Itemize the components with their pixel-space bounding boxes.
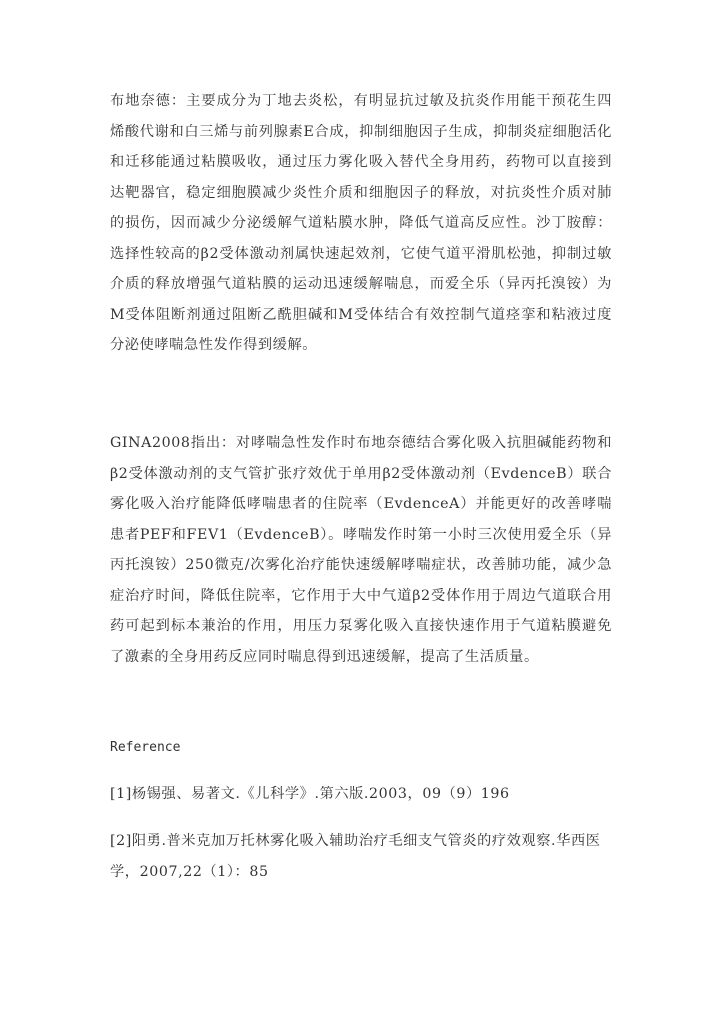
body-paragraph: 布地奈德：主要成分为丁地去炎松，有明显抗过敏及抗炎作用能干预花生四烯酸代谢和白三烯与前列腺素E合成，抑制细胞因子生成，抑制炎症细胞活化和迁移能通过粘膜吸收，通过压力雾化吸入替代全身用药，药物可以直接到达靶器官，稳定细胞膜减少炎性介质和细胞因子的释放，对抗炎性介质对肺的损伤，因而减少分泌缓解气道粘膜水肿，降低气道高反应性。沙丁胺醇：选择性较高的β2受体激动剂属快速起效剂，它使气道平滑肌松弛，抑制过敏介质的释放增强气道粘膜的运动迅速缓解喘息，而爱全乐（异丙托溴铵）为M受体阻断剂通过阻断乙酰胆碱和M受体结合有效控制气道痉挛和粘液过度分泌使哮喘急性发作得到缓解。 — [110, 93, 612, 353]
reference-heading: Reference — [110, 740, 181, 755]
body-paragraph: GINA2008指出：对哮喘急性发作时布地奈德结合雾化吸入抗胆碱能药物和β2受体激动剂的支气管扩张疗效优于单用β2受体激动剂（EvdenceB）联合雾化吸入治疗能降低哮喘患者的住院率（EvdenceA）并能更好的改善哮喘患者PEF和FEV1（EvdenceB）。哮喘发作时第一小时三次使用爱全乐（异丙托溴铵）250微克/次雾化治疗能快速缓解哮喘症状，改善肺功能，减少急症治疗时间，降低住院率，它作用于大中气道β2受体作用于周边气道联合用药可起到标本兼治的作用，用压力泵雾化吸入直接快速作用于气道粘膜避免了激素的全身用药反应同时喘息得到迅速缓解，提高了生活质量。 — [110, 435, 612, 665]
reference-item: [2]阳勇.普米克加万托林雾化吸入辅助治疗毛细支气管炎的疗效观察.华西医学，2007,22（1）：85 — [110, 833, 601, 880]
reference-item: [1]杨锡强、易著文.《儿科学》.第六版.2003，09（9）196 — [110, 786, 510, 802]
